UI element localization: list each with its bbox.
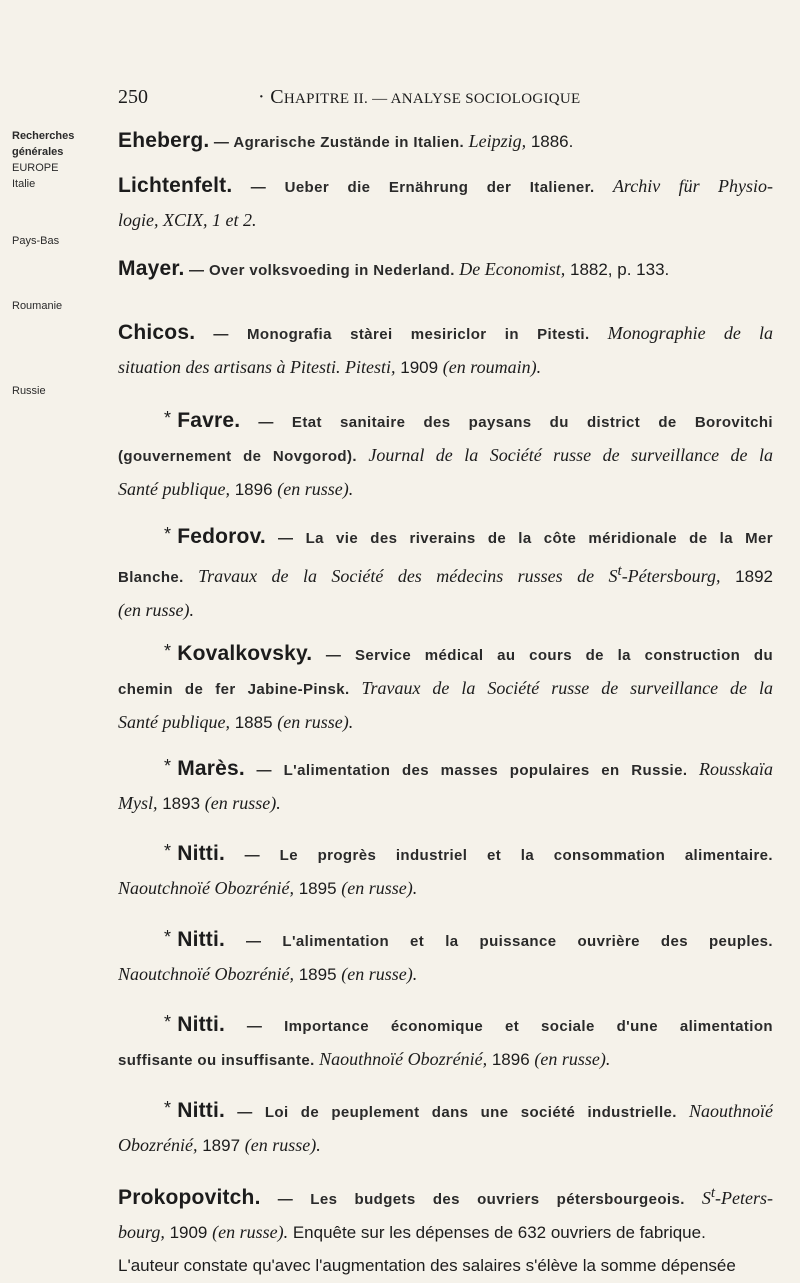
entry-nitti-3: * Nitti. — Importance économique et sociale d'une alimentation suffisante ou insuffisante. Naouthnoïé Obozrénié, 1896 (en russe). <box>118 1012 773 1069</box>
margin-note-russie: Russie <box>12 385 46 397</box>
entry-mares: * Marès. — L'alimentation des masses populaires en Russie. Rousskaïa Mysl, 1893 (en russe). <box>118 756 773 813</box>
entry-favre: * Favre. — Etat sanitaire des paysans du district de Borovitchi (gouvernement de Novgorod). Journal de la Société russe de surveillance de la Santé publique, 1896 (en russe). <box>118 408 773 499</box>
running-header <box>118 86 768 112</box>
entry-lichtenfelt: Lichtenfelt. — Ueber die Ernährung der Italiener. Archiv für Physio- logie, XCIX, 1 et 2. <box>118 174 773 230</box>
entry-prokopovitch: Prokopovitch. — Les budgets des ouvriers pétersbourgeois. $S^t-Peters-$ bourg, 1909 (en russe). Enquête sur les dépenses de 632 ouvriers de fabrique. L'auteur constate qu'avec l'augmentation des salaires s'élève la somme dépensée <box>118 1185 773 1275</box>
entry-eheberg: Eheberg. — Agrarische Zustände in Italien. Leipzig, 1886. <box>118 129 574 152</box>
margin-note-pays-bas: Pays-Bas <box>12 235 60 247</box>
page-number: 250 <box>118 86 148 108</box>
entry-chicos: Chicos. — Monografia stàrei mesiriclor in Pitesti. Monographie de la situation des artisans à Pitesti. Pitesti, 1909 (en roumain). <box>118 321 773 377</box>
entry-nitti-2: * Nitti. — L'alimentation et la puissance ouvrière des peuples. Naoutchnoïé Obozrénié, 1895 (en russe). <box>118 927 773 984</box>
entry-fedorov: * Fedorov. — La vie des riverains de la côte méridionale de la Mer Blanche. Travaux de la Société des médecins russes de $S^t$-Pétersbourg, 1892 (en russe). <box>118 524 773 620</box>
entry-mayer: Mayer. — Over volksvoeding in Nederland. De Economist, 1882, p. 133. <box>118 257 670 280</box>
entry-nitti-4: * Nitti. — Loi de peuplement dans une société industrielle. Naouthnoïé Obozrénié, 1897 (en russe). <box>118 1098 773 1155</box>
margin-note-roumanie: Roumanie <box>12 300 63 312</box>
running-title: · CHAPITRE II. — ANALYSE SOCIOLOGIQUE <box>258 86 581 108</box>
entry-nitti-1: * Nitti. — Le progrès industriel et la consommation alimentaire. Naoutchnoïé Obozrénié, 1895 (en russe). <box>118 841 773 898</box>
margin-note-general: Recherches générales EUROPE Italie <box>12 130 75 190</box>
entry-kovalkovsky: * Kovalkovsky. — Service médical au cours de la construction du chemin de fer Jabine-Pinsk. Travaux de la Société russe de surveillance de la Santé publique, 1885 (en russe). <box>118 641 773 732</box>
